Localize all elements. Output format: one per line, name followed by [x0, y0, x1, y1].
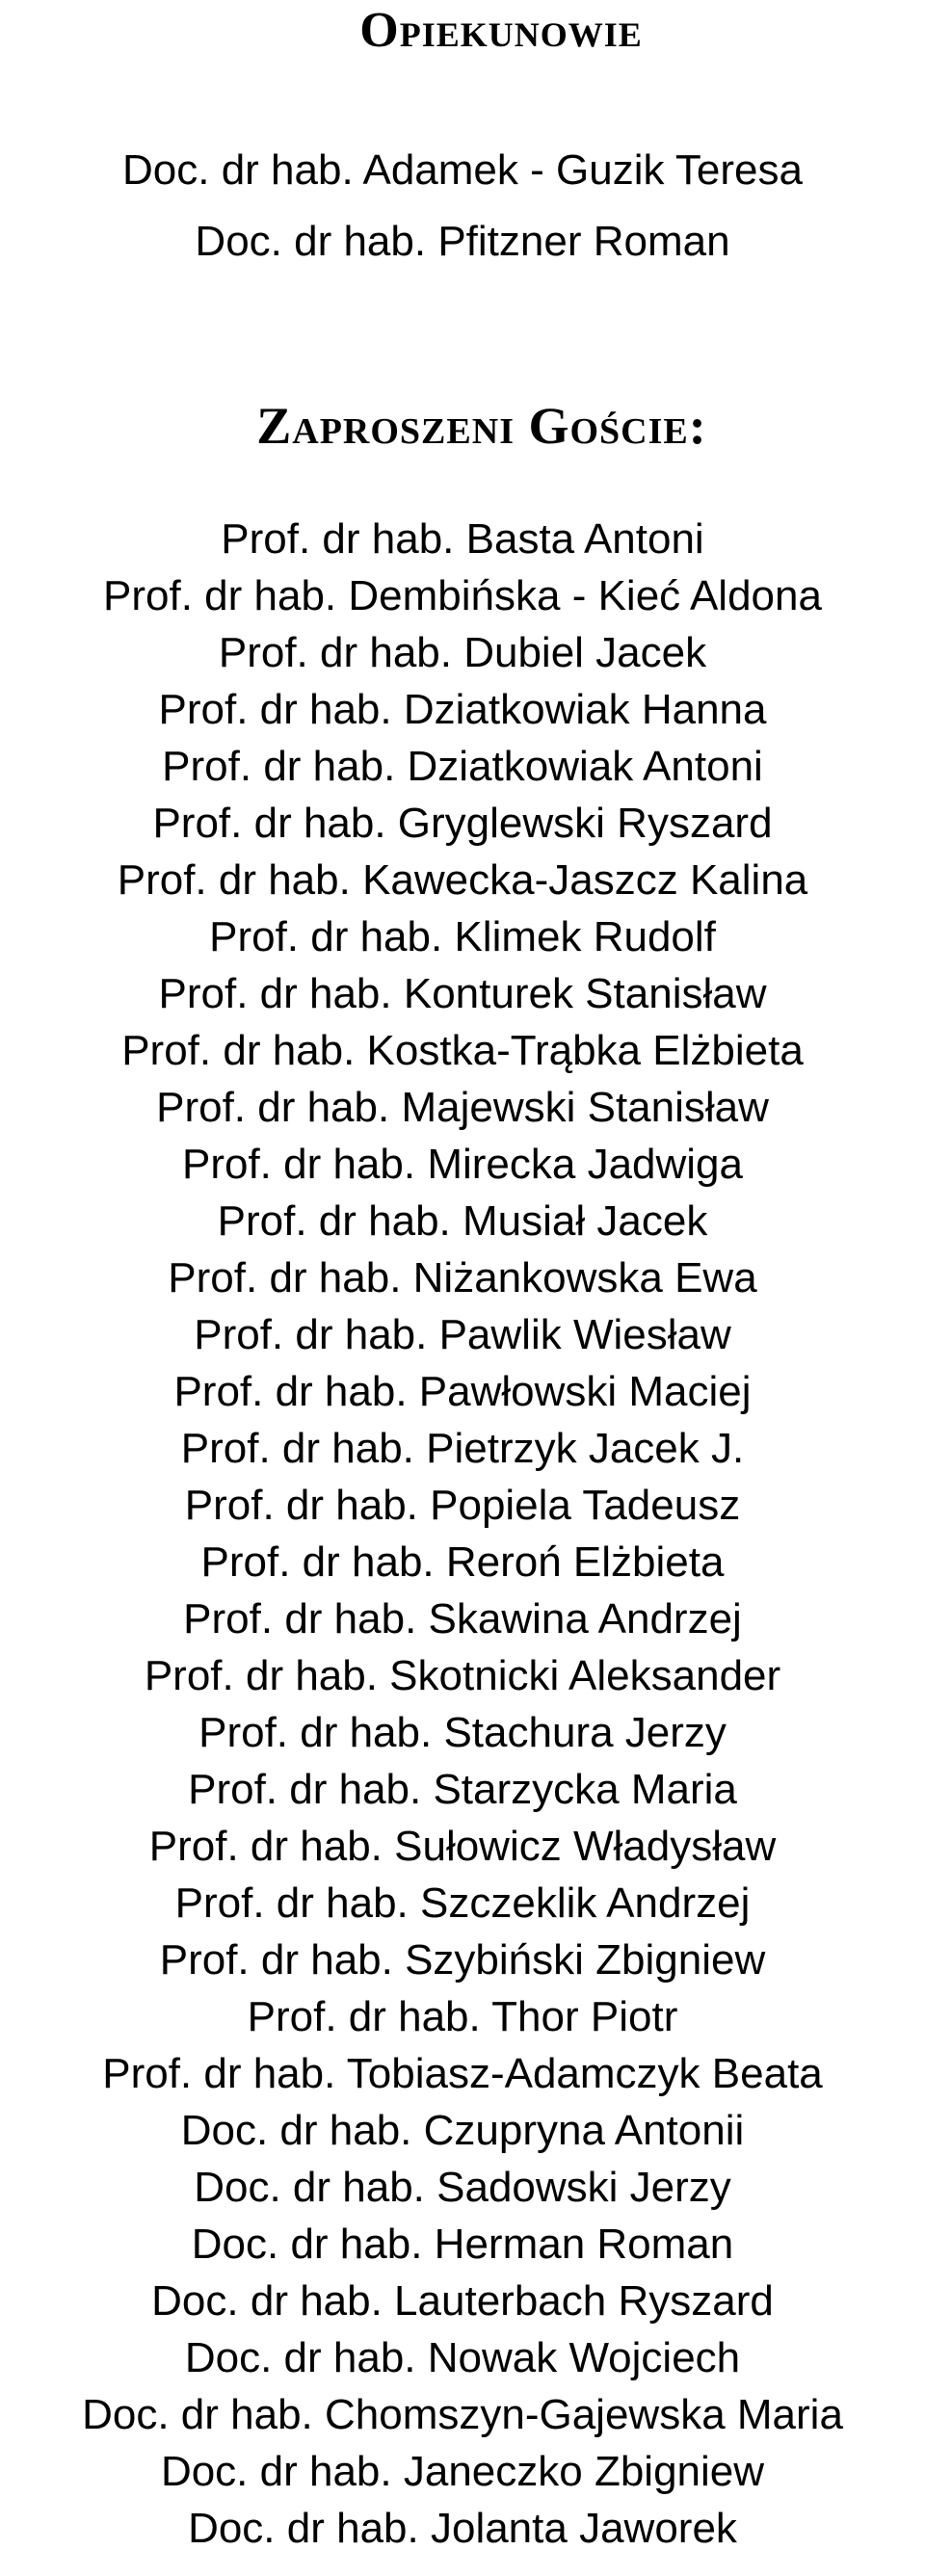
guardians-list — [0, 135, 925, 277]
guest-name: Prof. dr hab. Konturek Stanisław — [158, 970, 767, 1017]
guest-name: Prof. dr hab. Dembińska - Kieć Aldona — [103, 572, 822, 619]
guest-name: Prof. dr hab. Pawlik Wiesław — [194, 1311, 731, 1358]
guest-name: Prof. dr hab. Kostka-Trąbka Elżbieta — [121, 1027, 804, 1074]
guest-name: Prof. dr hab. Basta Antoni — [221, 515, 704, 563]
guest-name: Prof. dr hab. Niżankowska Ewa — [168, 1254, 757, 1301]
guest-name: Doc. dr hab. Herman Roman — [191, 2221, 734, 2268]
guest-name: Prof. dr hab. Skotnicki Aleksander — [144, 1652, 781, 1699]
guest-name: Prof. dr hab. Dziatkowiak Hanna — [158, 686, 767, 733]
guardian-name: Doc. dr hab. Pfitzner Roman — [195, 218, 730, 265]
guests-heading: Zaproszeni Goście: — [256, 397, 707, 455]
guest-name: Prof. dr hab. Pawłowski Maciej — [173, 1368, 752, 1415]
guest-name: Prof. dr hab. Starzycka Maria — [188, 1766, 737, 1813]
guest-name: Prof. dr hab. Kawecka-Jaszcz Kalina — [117, 856, 808, 904]
guest-name: Prof. dr hab. Tobiasz-Adamczyk Beata — [102, 2050, 823, 2097]
guest-name: Prof. dr hab. Mirecka Jadwiga — [181, 1141, 744, 1188]
guest-name: Prof. dr hab. Popiela Tadeusz — [184, 1482, 741, 1529]
guest-name: Prof. dr hab. Musiał Jacek — [217, 1197, 708, 1245]
guest-name: Doc. dr hab. Chomszyn-Gajewska Maria — [82, 2391, 843, 2438]
guest-name: Prof. dr hab. Klimek Rudolf — [209, 913, 716, 960]
guest-name: Prof. dr hab. Dziatkowiak Antoni — [162, 743, 763, 790]
guardian-name: Doc. dr hab. Adamek - Guzik Teresa — [122, 146, 803, 194]
guest-name: Doc. dr hab. Janeczko Zbigniew — [160, 2448, 765, 2495]
guest-name: Prof. dr hab. Stachura Jerzy — [198, 1709, 727, 1756]
guest-name: Doc. dr hab. Jolanta Jaworek — [188, 2505, 737, 2552]
guest-name: Prof. dr hab. Dubiel Jacek — [218, 629, 707, 676]
guest-name: Doc. dr hab. Sadowski Jerzy — [194, 2164, 731, 2211]
guest-name: Prof. dr hab. Reroń Elżbieta — [200, 1538, 725, 1586]
guest-name: Doc. dr hab. Czupryna Antonii — [180, 2107, 745, 2154]
guest-name: Prof. dr hab. Szybiński Zbigniew — [159, 1936, 766, 1984]
guests-list — [0, 511, 925, 2557]
guest-name: Prof. dr hab. Sułowicz Władysław — [148, 1823, 777, 1870]
guest-name: Doc. dr hab. Nowak Wojciech — [184, 2334, 741, 2381]
guest-name: Prof. dr hab. Majewski Stanisław — [156, 1084, 769, 1131]
guest-name: Prof. dr hab. Szczeklik Andrzej — [174, 1879, 751, 1927]
guest-name: Doc. dr hab. Lauterbach Ryszard — [151, 2277, 774, 2325]
guardians-heading: Opiekunowie — [359, 3, 643, 58]
guest-name: Prof. dr hab. Thor Piotr — [247, 1993, 678, 2040]
guest-name: Prof. dr hab. Skawina Andrzej — [183, 1595, 742, 1643]
guest-name: Prof. dr hab. Pietrzyk Jacek J. — [180, 1425, 745, 1472]
guest-name: Prof. dr hab. Gryglewski Ryszard — [152, 800, 773, 847]
